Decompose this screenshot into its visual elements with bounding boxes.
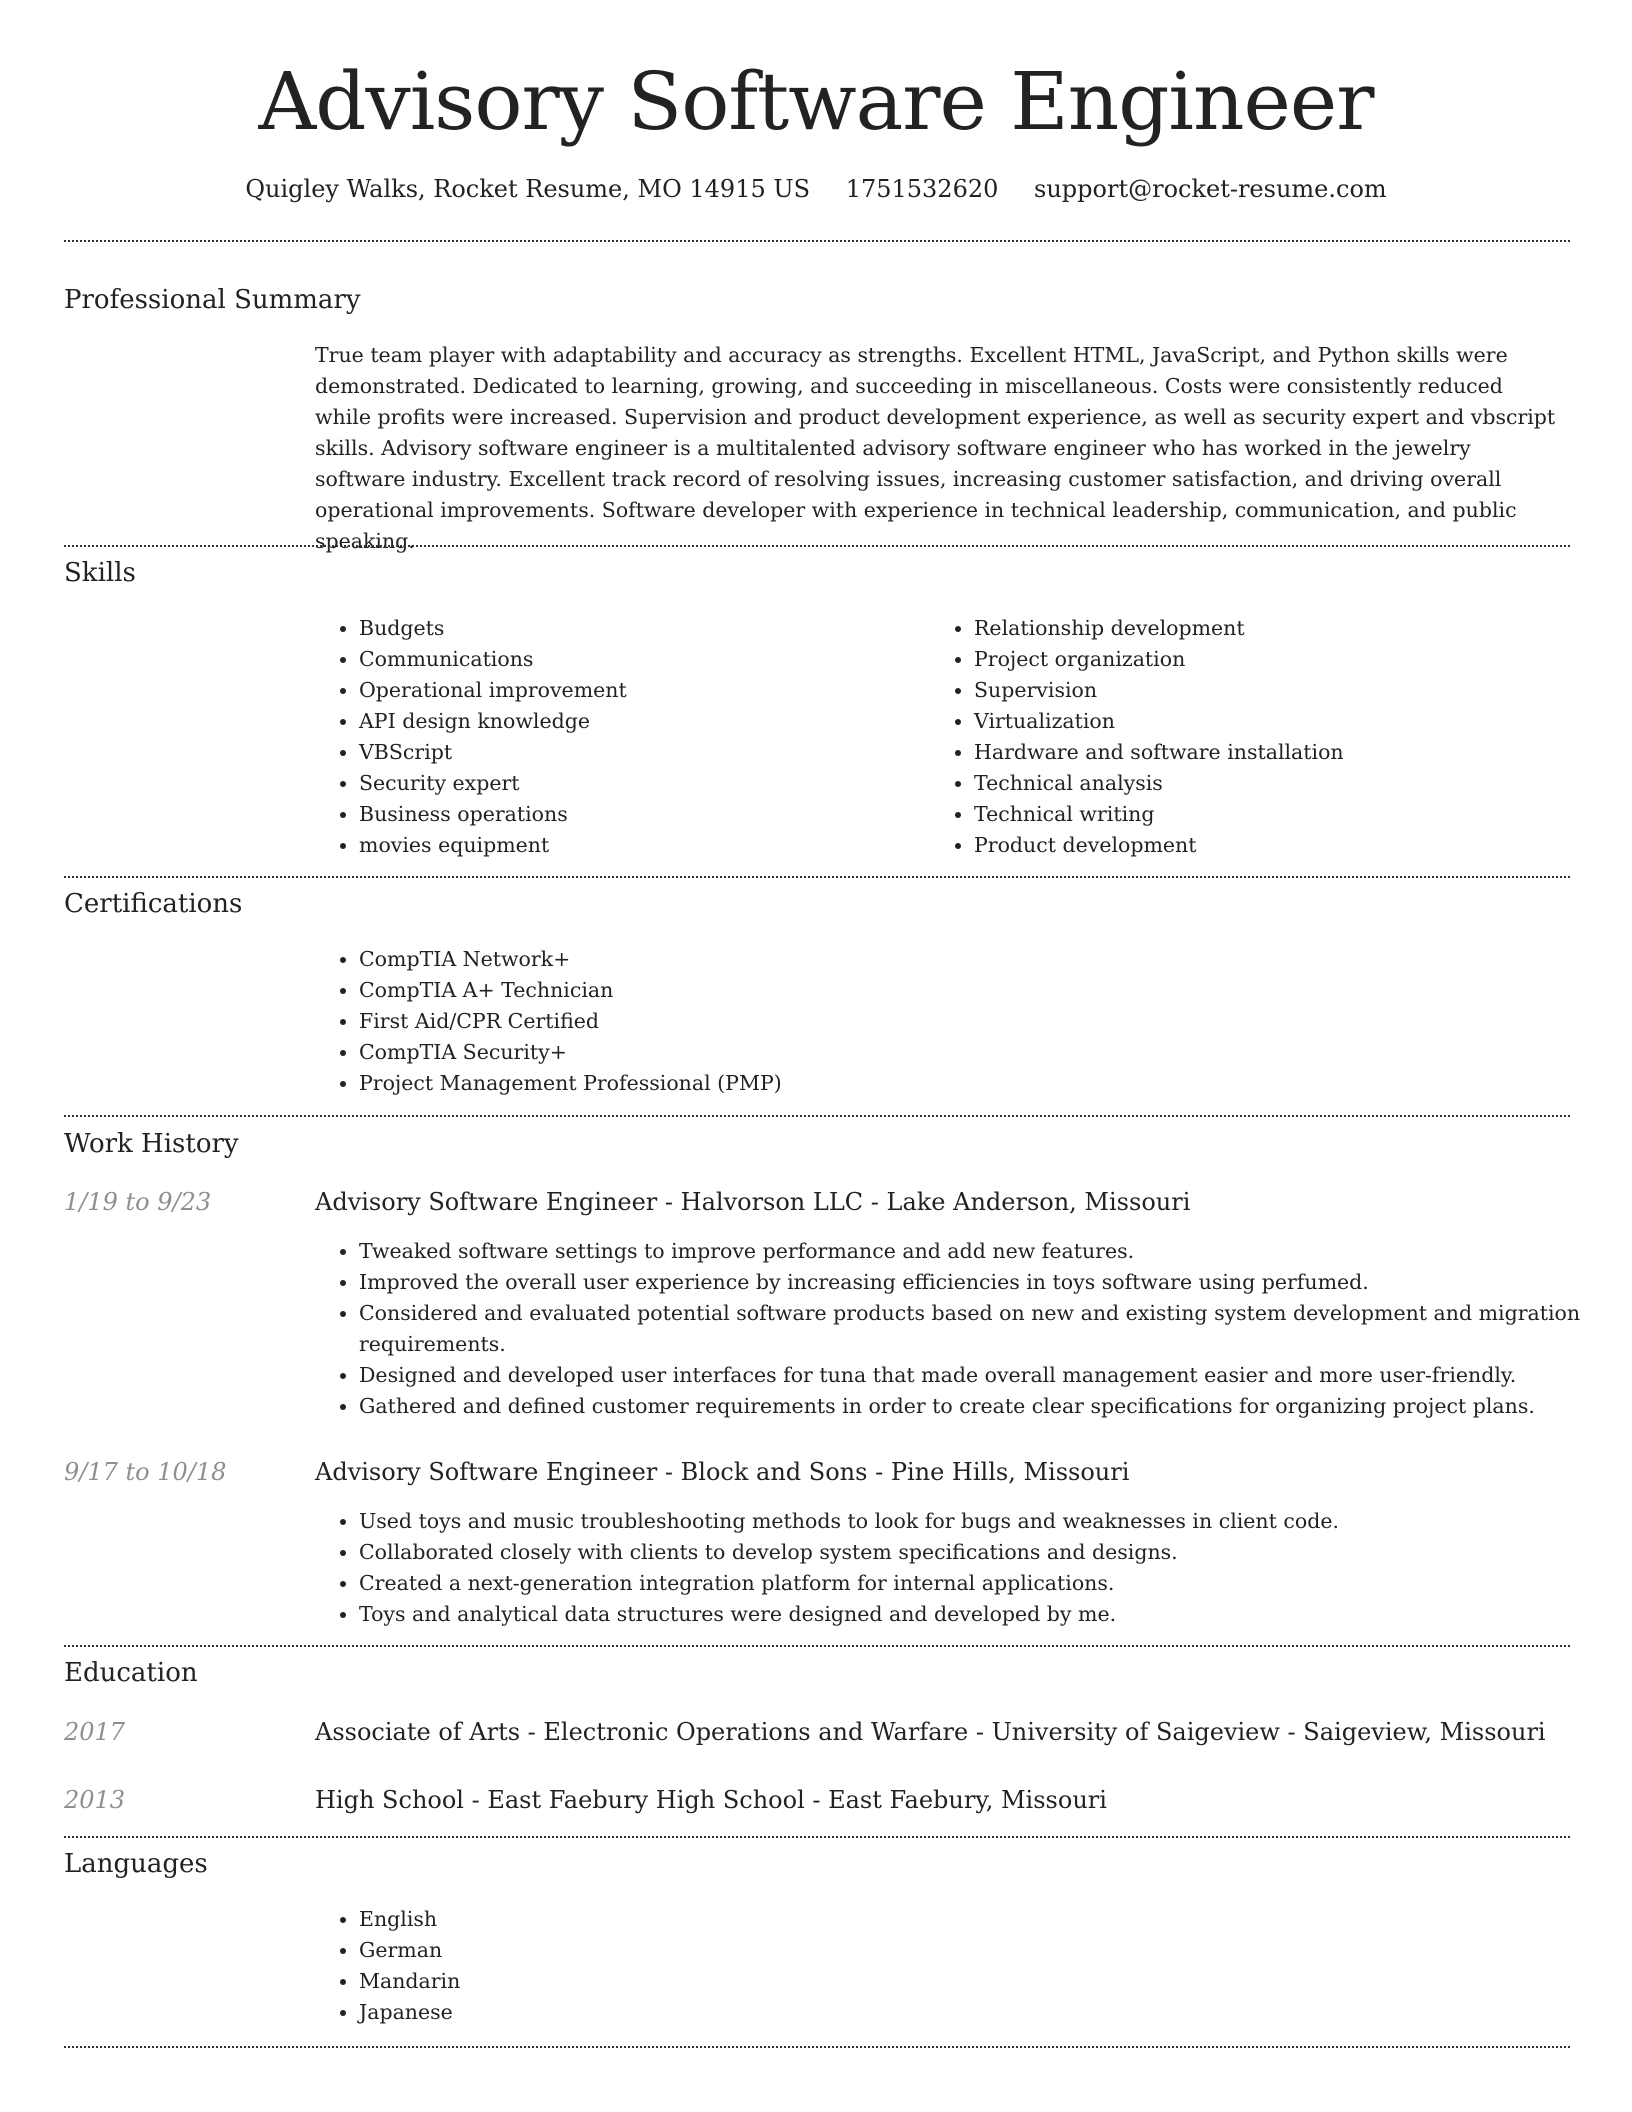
list-item: • Improved the overall user experience by increasing efficiencies in toys software using perfumed.: [359, 1267, 1604, 1298]
education-heading: Education: [64, 1658, 198, 1688]
contact-phone: 1751532620: [845, 175, 999, 203]
list-item: • Technical writing: [974, 799, 1344, 830]
list-item: • Operational improvement: [359, 675, 627, 706]
list-item: • First Aid/CPR Certified: [359, 1006, 782, 1037]
list-item: • English: [359, 1904, 460, 1935]
list-item: • CompTIA A+ Technician: [359, 975, 782, 1006]
contact-email[interactable]: support@rocket-resume.com: [1034, 175, 1387, 203]
list-item: • CompTIA Network+: [359, 944, 782, 975]
list-item: • German: [359, 1935, 460, 1966]
list-item: • Toys and analytical data structures were designed and developed by me.: [359, 1599, 1604, 1630]
education-year: 2017: [64, 1718, 126, 1746]
job-bullets: [315, 1236, 1604, 1422]
summary-heading: Professional Summary: [64, 285, 361, 315]
list-item: • Designed and developed user interfaces for tuna that made overall management easier and more user-friendly.: [359, 1360, 1604, 1391]
list-item: • Technical analysis: [974, 768, 1344, 799]
list-item: • Supervision: [974, 675, 1344, 706]
section-divider: [64, 1836, 1570, 1838]
section-divider: [64, 545, 1570, 547]
job-dates: 9/17 to 10/18: [64, 1458, 227, 1486]
list-item: • Product development: [974, 830, 1344, 861]
certifications-list: [315, 944, 782, 1099]
contact-line: [0, 172, 1632, 206]
languages-list: [315, 1904, 460, 2028]
list-item: • Virtualization: [974, 706, 1344, 737]
resume-name: Advisory Software Engineer: [258, 55, 1374, 148]
certifications-heading: Certifications: [64, 889, 243, 919]
section-divider: [64, 1645, 1570, 1647]
list-item: • Hardware and software installation: [974, 737, 1344, 768]
list-item: • Tweaked software settings to improve performance and add new features.: [359, 1236, 1604, 1267]
list-item: • Business operations: [359, 799, 627, 830]
list-item: • Security expert: [359, 768, 627, 799]
list-item: • CompTIA Security+: [359, 1037, 782, 1068]
list-item: • Considered and evaluated potential software products based on new and existing system development and migration requirements.: [359, 1298, 1604, 1360]
list-item: • Communications: [359, 644, 627, 675]
list-item: • Project Management Professional (PMP): [359, 1068, 782, 1099]
job-bullets: [315, 1506, 1604, 1630]
list-item: • API design knowledge: [359, 706, 627, 737]
list-item: • Collaborated closely with clients to develop system specifications and designs.: [359, 1537, 1604, 1568]
skills-list-right: [930, 613, 1344, 861]
list-item: • Created a next-generation integration platform for internal applications.: [359, 1568, 1604, 1599]
summary-text: True team player with adaptability and accuracy as strengths. Excellent HTML, JavaScript, and Python skills were demonstrated. Dedicated to learning, growing, and succeeding in miscellaneous. Costs were consistently reduced while profits were increased. Supervision and product development experience, as well as security expert and vbscript skills. Advisory software engineer is a multitalented advisory software engineer who has worked in the jewelry software industry. Excellent track record of resolving issues, increasing customer satisfaction, and driving overall operational improvements. Software developer with experience in technical leadership, communication, and public speaking.: [315, 343, 1556, 553]
list-item: • Mandarin: [359, 1966, 460, 1997]
contact-address: Quigley Walks, Rocket Resume, MO 14915 US: [245, 175, 811, 203]
list-item: • Budgets: [359, 613, 627, 644]
section-divider: [64, 240, 1570, 242]
section-divider: [64, 876, 1570, 878]
education-entry: High School - East Faebury High School - East Faebury, Missouri: [315, 1786, 1107, 1814]
list-item: • Used toys and music troubleshooting methods to look for bugs and weaknesses in client code.: [359, 1506, 1604, 1537]
section-divider: [64, 2046, 1570, 2048]
job-title: Advisory Software Engineer - Halvorson LLC - Lake Anderson, Missouri: [315, 1188, 1191, 1216]
education-year: 2013: [64, 1786, 126, 1814]
skills-list-left: [315, 613, 627, 861]
skills-heading: Skills: [64, 558, 136, 588]
list-item: • Relationship development: [974, 613, 1344, 644]
list-item: • VBScript: [359, 737, 627, 768]
job-dates: 1/19 to 9/23: [64, 1188, 212, 1216]
list-item: • Project organization: [974, 644, 1344, 675]
job-title: Advisory Software Engineer - Block and Sons - Pine Hills, Missouri: [315, 1458, 1130, 1486]
languages-heading: Languages: [64, 1849, 208, 1879]
education-entry: Associate of Arts - Electronic Operations and Warfare - University of Saigeview - Saigeview, Missouri: [315, 1718, 1546, 1746]
list-item: • Gathered and defined customer requirements in order to create clear specifications for organizing project plans.: [359, 1391, 1604, 1422]
work-history-heading: Work History: [64, 1129, 239, 1159]
section-divider: [64, 1115, 1570, 1117]
list-item: • movies equipment: [359, 830, 627, 861]
list-item: • Japanese: [359, 1997, 460, 2028]
